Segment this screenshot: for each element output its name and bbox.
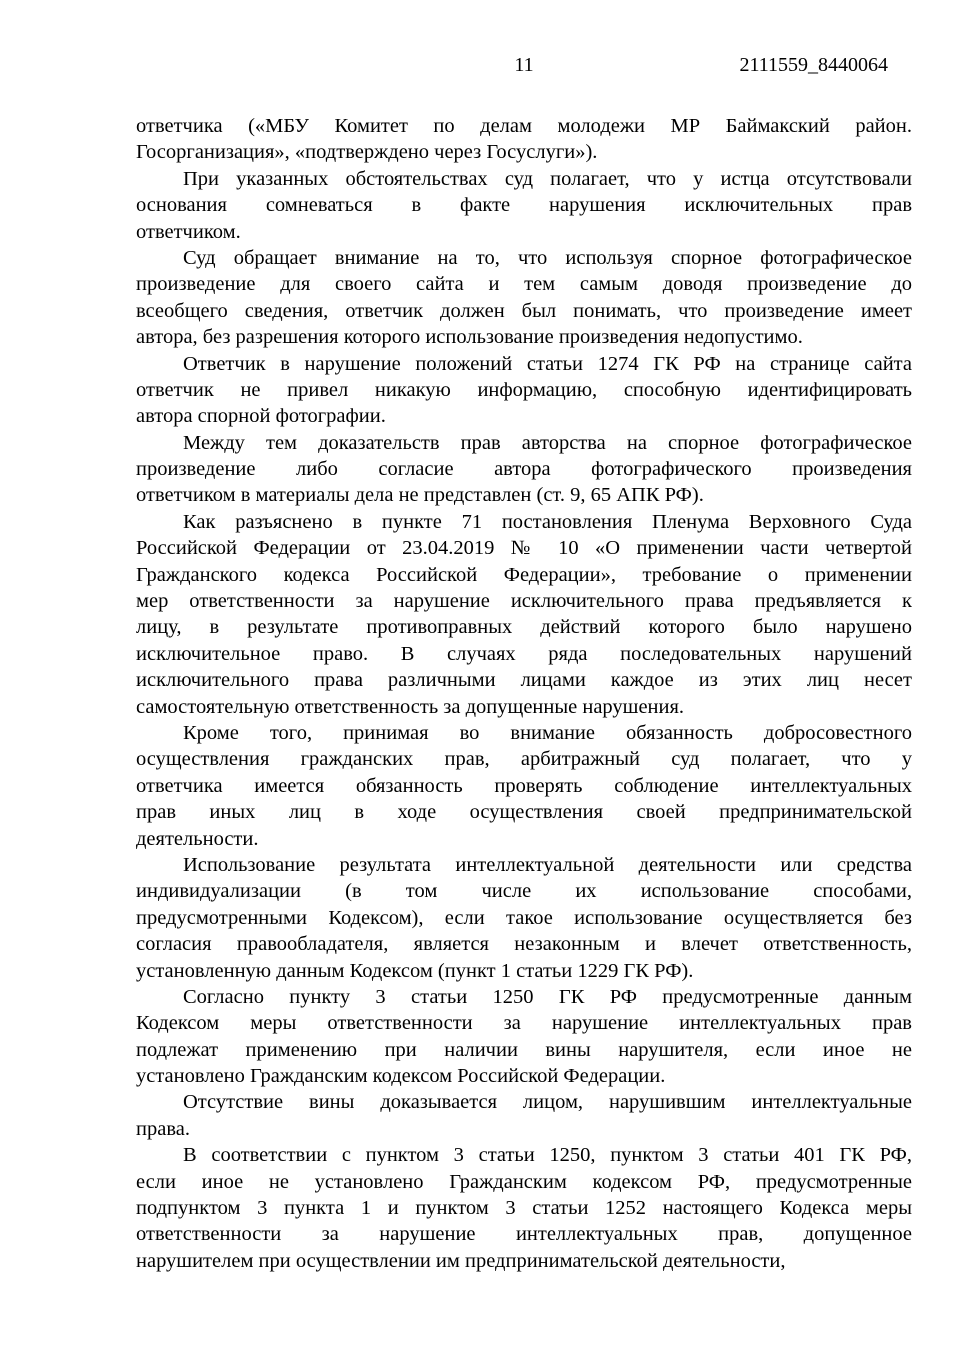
text-line: всеобщего сведения, ответчик должен был понимать, что произведение имеет [136,299,912,322]
paragraph [136,852,912,984]
paragraph [136,720,912,852]
text-line: Гражданского кодекса Российской Федерации», требование о применении [136,563,912,586]
paragraph [136,509,912,720]
text-line: самостоятельную ответственность за допущенные нарушения. [136,695,685,718]
document-body [136,113,912,1274]
text-line: установленную данным Кодексом (пункт 1 статьи 1229 ГК РФ). [136,959,694,982]
text-line: ответчика («МБУ Комитет по делам молодежи МР Баймакский район. [136,115,912,137]
text-line: предусмотренными Кодексом), если такое использование осуществляется без [136,906,912,929]
paragraph [136,430,912,509]
text-line: исключительное право. В случаях ряда последовательных нарушений [136,642,912,665]
text-line: ответчик не привел никакую информацию, способную идентифицировать [136,378,912,401]
text-line: В соответствии с пунктом 3 статьи 1250, пунктом 3 статьи 401 ГК РФ, [183,1144,912,1167]
text-line: согласия правообладателя, является незаконным и влечет ответственность, [136,933,912,956]
text-line: лицу, в результате противоправных действий которого было нарушено [136,616,912,639]
text-line: При указанных обстоятельствах суд полагает, что у истца отсутствовали [183,167,912,190]
text-line: если иное не установлено Гражданским кодексом РФ, предусмотренные [136,1170,912,1193]
paragraph [136,245,912,351]
text-line: установлено Гражданским кодексом Российской Федерации. [136,1065,666,1088]
text-line: Как разъяснено в пункте 71 постановления Пленума Верховного Суда [183,510,912,533]
text-line: права. [136,1117,190,1140]
text-line: произведение для своего сайта и тем самым доводя произведение до [136,273,912,296]
text-line: деятельности. [136,827,259,850]
text-line: индивидуализации (в том числе их использование способами, [136,880,912,903]
text-line: Использование результата интеллектуальной деятельности или средства [183,853,912,876]
text-line: мер ответственности за нарушение исключительного права предъявляется к [136,590,912,613]
paragraph [136,351,912,430]
paragraph [136,1089,912,1142]
text-line: Российской Федерации от 23.04.2019 № 10 «О применении части четвертой [136,537,912,560]
paragraph [136,1142,912,1274]
text-line: ответчиком. [136,220,241,243]
text-line: подлежат применению при наличии вины нарушителя, если иное не [136,1038,912,1061]
text-line: Отсутствие вины доказывается лицом, нарушившим интеллектуальные [183,1091,912,1114]
text-line: Госорганизация», «подтверждено через Госуслуги»). [136,141,598,164]
page-number: 11 [514,54,534,76]
text-line: Кодексом меры ответственности за нарушение интеллектуальных прав [136,1012,912,1035]
paragraph [136,113,912,166]
page-header [136,52,912,79]
text-line: ответчика имеется обязанность проверять соблюдение интеллектуальных [136,774,912,797]
text-line: ответчиком в материалы дела не представлен (ст. 9, 65 АПК РФ). [136,484,704,507]
text-line: автора спорной фотографии. [136,405,386,428]
text-line: Между тем доказательств прав авторства на спорное фотографическое [183,431,912,454]
text-line: нарушителем при осуществлении им предпринимательской деятельности, [136,1249,786,1272]
text-line: Согласно пункту 3 статьи 1250 ГК РФ предусмотренные данным [183,985,912,1008]
text-line: Ответчик в нарушение положений статьи 1274 ГК РФ на странице сайта [183,352,912,375]
text-line: осуществления гражданских прав, арбитражный суд полагает, что у [136,748,912,771]
text-line: основания сомневаться в факте нарушения исключительных прав [136,194,912,217]
paragraph [136,166,912,245]
text-line: Кроме того, принимая во внимание обязанность добросовестного [183,721,912,744]
text-line: Суд обращает внимание на то, что используя спорное фотографическое [183,246,912,269]
text-line: подпунктом 3 пункта 1 и пунктом 3 статьи 1252 настоящего Кодекса меры [136,1197,912,1220]
text-line: автора, без разрешения которого использование произведения недопустимо. [136,326,803,349]
document-id: 2111559_8440064 [739,54,888,76]
text-line: исключительного права различными лицами каждое из этих лиц несет [136,669,912,692]
paragraph [136,984,912,1090]
text-line: прав иных лиц в ходе осуществления своей предпринимательской [136,801,912,824]
text-line: произведение либо согласие автора фотографического произведения [136,458,912,481]
text-line: ответственности за нарушение интеллектуальных прав, допущенное [136,1223,912,1246]
